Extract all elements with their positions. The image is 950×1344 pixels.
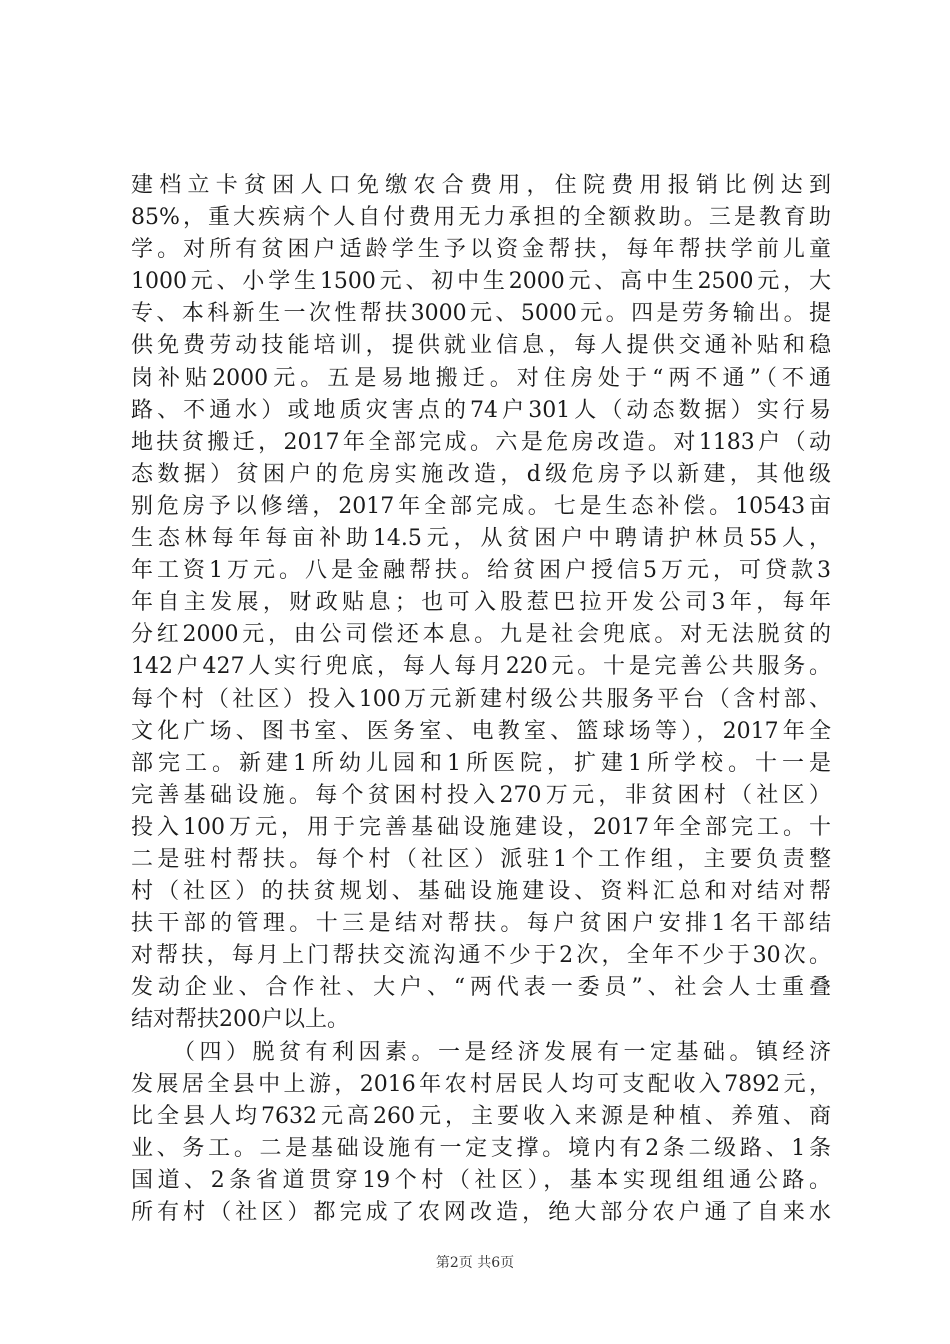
text-line: 部完工。新建1所幼儿园和1所医院，扩建1所学校。十一是 — [131, 750, 831, 776]
text-line: 发动企业、合作社、大户、“两代表一委员”、社会人士重叠 — [131, 975, 831, 1001]
text-line: 结对帮扶200户以上。 — [131, 1007, 349, 1033]
page-footer: 第2页 共6页 — [435, 1255, 515, 1271]
text-line: 村（社区）的扶贫规划、基础设施建设、资料汇总和对结对帮 — [131, 879, 831, 905]
text-line: 年工资1万元。八是金融帮扶。给贫困户授信5万元，可贷款3 — [131, 558, 831, 584]
text-line: 地扶贫搬迁，2017年全部完成。六是危房改造。对1183户（动 — [131, 429, 831, 455]
text-line: 142户427人实行兜底，每人每月220元。十是完善公共服务。 — [131, 654, 831, 680]
text-line: （四）脱贫有利因素。一是经济发展有一定基础。镇经济 — [131, 1039, 831, 1065]
text-line: 建档立卡贫困人口免缴农合费用，住院费用报销比例达到 — [131, 173, 831, 198]
text-line: 每个村（社区）投入100万元新建村级公共服务平台（含村部、 — [131, 686, 831, 712]
text-line: 岗补贴2000元。五是易地搬迁。对住房处于“两不通”（不通 — [131, 365, 831, 391]
text-line: 对帮扶，每月上门帮扶交流沟通不少于2次，全年不少于30次。 — [131, 943, 831, 969]
text-line: 生态林每年每亩补助14.5元，从贫困户中聘请护林员55人， — [131, 526, 831, 552]
text-line: 别危房予以修缮，2017年全部完成。七是生态补偿。10543亩 — [131, 493, 831, 519]
text-line: 专、本科新生一次性帮扶3000元、5000元。四是劳务输出。提 — [131, 301, 831, 327]
text-line: 完善基础设施。每个贫困村投入270万元，非贫困村（社区） — [131, 782, 831, 808]
text-line: 学。对所有贫困户适龄学生予以资金帮扶，每年帮扶学前儿童 — [131, 237, 831, 263]
body-text — [131, 170, 831, 1229]
text-line: 年自主发展，财政贴息；也可入股惹巴拉开发公司3年，每年 — [131, 590, 831, 616]
text-line: 供免费劳动技能培训，提供就业信息，每人提供交通补贴和稳 — [131, 333, 831, 359]
text-line: 业、务工。二是基础设施有一定支撑。境内有2条二级路、1条 — [131, 1135, 831, 1161]
text-line: 扶干部的管理。十三是结对帮扶。每户贫困户安排1名干部结 — [131, 911, 831, 937]
text-line: 投入100万元，用于完善基础设施建设，2017年全部完工。十 — [131, 814, 831, 840]
text-line: 所有村（社区）都完成了农网改造，绝大部分农户通了自来水 — [131, 1200, 831, 1225]
text-line: 路、不通水）或地质灾害点的74户301人（动态数据）实行易 — [131, 397, 831, 423]
text-line: 分红2000元，由公司偿还本息。九是社会兜底。对无法脱贫的 — [131, 622, 831, 648]
text-line: 比全县人均7632元高260元，主要收入来源是种植、养殖、商 — [131, 1103, 831, 1129]
text-line: 文化广场、图书室、医务室、电教室、篮球场等），2017年全 — [131, 718, 831, 744]
text-line: 态数据）贫困户的危房实施改造，d级危房予以新建，其他级 — [131, 461, 831, 487]
text-line: 发展居全县中上游，2016年农村居民人均可支配收入7892元， — [131, 1071, 831, 1097]
text-line: 1000元、小学生1500元、初中生2000元、高中生2500元，大 — [131, 269, 831, 295]
text-line: 85%，重大疾病个人自付费用无力承担的全额救助。三是教育助 — [131, 205, 831, 231]
text-line: 二是驻村帮扶。每个村（社区）派驻1个工作组，主要负责整 — [131, 846, 831, 872]
text-line: 国道、2条省道贯穿19个村（社区），基本实现组组通公路。 — [131, 1167, 831, 1193]
